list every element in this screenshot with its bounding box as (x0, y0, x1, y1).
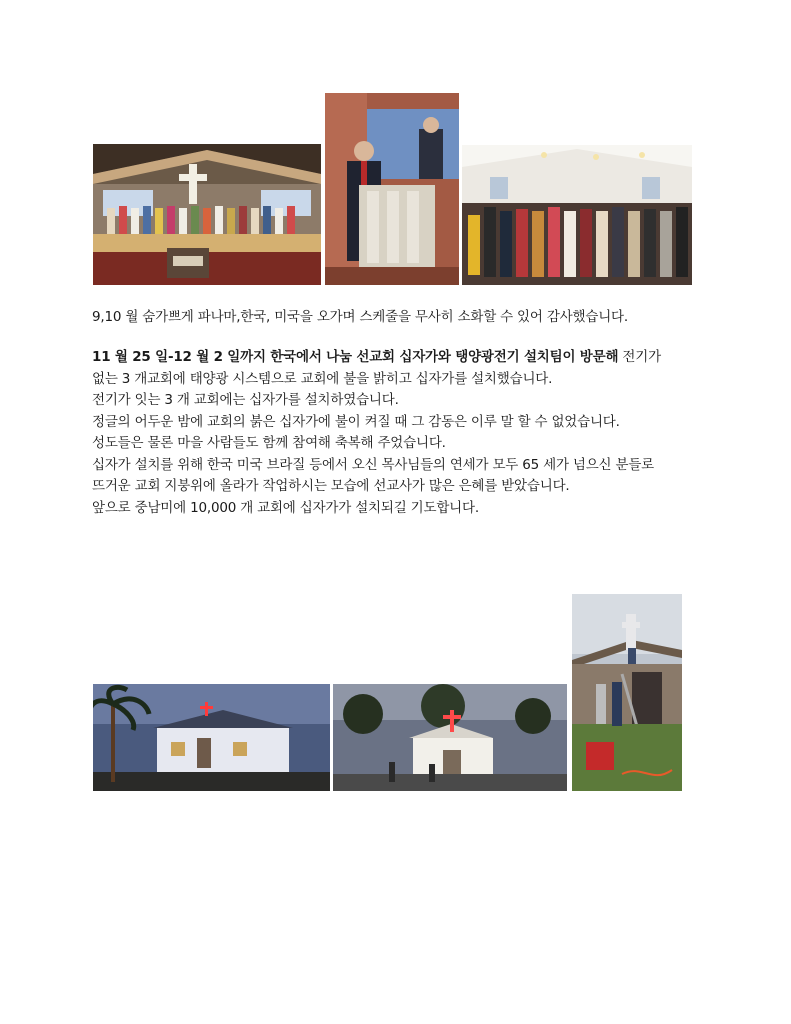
report-line: 십자가 설치를 위해 한국 미국 브라질 등에서 오신 목사님들의 연세가 모두 65 세가 넘으신 분들로 (92, 456, 655, 473)
report-paragraph (92, 347, 732, 519)
report-line: 앞으로 중남미에 10,000 개 교회에 십자가가 설치되길 기도합니다. (92, 499, 479, 516)
photo-church-night-cross (333, 684, 567, 791)
photo-church-choir-stage (93, 144, 321, 285)
report-line: 뜨거운 교회 지붕위에 올라가 작업하시는 모습에 선교사가 많은 은혜를 받았습니다. (92, 478, 570, 494)
report-line: 성도들은 물론 마을 사람들도 함께 참여해 축복해 주었습니다. (92, 435, 446, 451)
report-lead-rest: 전기가 (618, 349, 661, 365)
photo-pastor-pulpit (325, 93, 459, 285)
intro-paragraph (92, 307, 732, 329)
report-lead-line (92, 347, 732, 369)
report-line: 정글의 어두운 밤에 교회의 붉은 십자가에 불이 켜질 때 그 감동은 이루 말 할 수 없었습니다. (92, 413, 620, 430)
photo-congregation-hall (462, 145, 692, 285)
report-line: 전기가 잇는 3 개 교회에는 십자가를 설치하였습니다. (92, 392, 399, 408)
report-bold-lead: 11 월 25 일-12 월 2 일까지 한국에서 나눔 선교회 십자가와 탱양광전기 설치팀이 방문해 (92, 349, 619, 365)
intro-line: 9,10 월 숨가쁘게 파나마,한국, 미국을 오가며 스케줄을 무사히 소화할 수 있어 감사했습니다. (92, 309, 628, 325)
photo-roof-installation (572, 594, 682, 791)
report-line: 없는 3 개교회에 태양광 시스템으로 교회에 불을 밝히고 십자가를 설치했습니다. (92, 370, 553, 387)
photo-church-night-palm (93, 684, 330, 791)
